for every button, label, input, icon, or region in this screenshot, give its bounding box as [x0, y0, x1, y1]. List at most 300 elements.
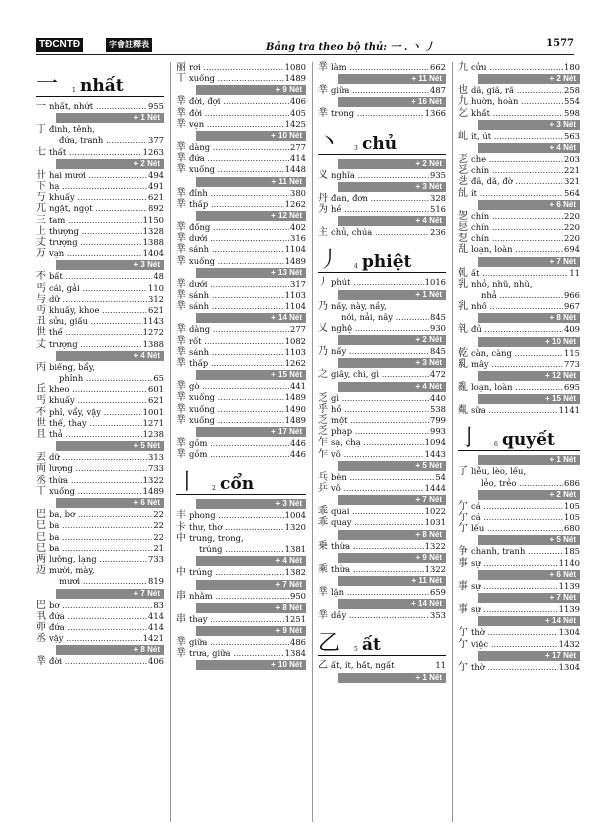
entry-page: 819: [148, 576, 164, 587]
index-entry: [36, 463, 164, 474]
entry-reading: thất .....: [49, 147, 142, 158]
index-entry: [36, 565, 164, 576]
entry-reading: thế, thay .....: [49, 418, 142, 429]
stroke-count-bar: + 11 Nét: [196, 177, 306, 187]
entry-reading: sữa .....: [471, 405, 558, 416]
entry-page: 966: [564, 290, 580, 301]
entry-reading: mười, mày,: [49, 565, 95, 576]
entry-page: 446: [290, 449, 306, 460]
entry-reading: việc .....: [471, 639, 558, 650]
index-entry: [318, 472, 446, 483]
entry-reading: ba .....: [49, 532, 152, 543]
entry-char: 丵: [176, 335, 186, 347]
index-entry: [36, 600, 164, 611]
index-entry: [318, 437, 446, 448]
stroke-count-bar: + 1 Nét: [478, 455, 580, 465]
entry-reading: dưới .....: [189, 279, 289, 290]
entry-char: [36, 373, 49, 384]
entry-page: 11: [569, 267, 580, 278]
entry-page: 1104: [284, 301, 306, 312]
entry-page: 598: [564, 107, 580, 118]
stroke-count-bar: + 3 Nét: [196, 499, 306, 509]
radical-heading: [458, 420, 580, 451]
index-entry: [36, 520, 164, 531]
index-entry: [458, 466, 580, 477]
entry-page: 440: [430, 392, 446, 403]
index-entry: [176, 279, 306, 290]
index-entry: [458, 348, 580, 359]
index-entry: [458, 108, 580, 119]
entry-page: 695: [564, 382, 580, 393]
entry-char: 丵: [176, 449, 186, 461]
entry-reading: trung, trong,: [189, 532, 244, 543]
entry-reading: thế .....: [49, 327, 142, 338]
index-entry: [36, 656, 164, 667]
index-entry: [36, 203, 164, 214]
entry-reading: ngật, ngọt .....: [49, 203, 147, 214]
entry-char: 乂: [318, 323, 328, 335]
index-entry: [36, 429, 164, 440]
entry-char: 丅: [36, 485, 46, 497]
entry-reading: ất, ít, hất, ngất: [331, 660, 395, 671]
entry-char: 丵: [176, 142, 186, 154]
entry-page: 1139: [558, 604, 580, 615]
entry-char: 乎: [318, 403, 328, 415]
entry-char: 丁: [36, 124, 46, 136]
radical-number: 3: [354, 144, 358, 152]
entry-reading: thừa .....: [331, 564, 424, 575]
entry-page: 967: [564, 301, 580, 312]
entry-page: 1384: [284, 648, 306, 659]
entry-char: 了: [458, 466, 468, 478]
entry-reading: thư, thơ .....: [189, 522, 284, 533]
entry-reading: chín .....: [471, 211, 563, 222]
entry-char: 丵: [176, 96, 186, 108]
stroke-count-bar: + 2 Nét: [338, 159, 446, 169]
entry-char: 巴: [36, 509, 46, 521]
entry-reading: quay .....: [331, 517, 424, 528]
entry-char: 丙: [36, 361, 46, 373]
index-entry: [458, 131, 580, 142]
entry-char: 事: [458, 604, 468, 616]
entry-page: 1382: [284, 567, 306, 578]
entry-page: 185: [564, 546, 580, 557]
entry-page: 1103: [284, 290, 306, 301]
entry-page: 236: [430, 227, 446, 238]
entry-char: 乢: [458, 130, 468, 142]
stroke-count-bar: + 9 Nét: [338, 553, 446, 563]
entry-char: 丵: [176, 198, 186, 210]
entry-page: 22: [153, 531, 164, 542]
entry-char: 丅: [176, 73, 186, 85]
entry-page: 328: [430, 192, 446, 203]
entry-char: 乏: [318, 415, 328, 427]
entry-page: 659: [430, 587, 446, 598]
entry-char: 丿: [318, 277, 328, 289]
entry-char: 事: [458, 557, 468, 569]
index-entry: [458, 233, 580, 244]
publisher-logo: TĐCNTĐ: [36, 38, 83, 52]
entry-char: 巳: [36, 542, 46, 554]
entry-page: 1262: [284, 198, 306, 209]
entry-reading: sánh .....: [189, 301, 284, 312]
index-entry: [176, 438, 306, 449]
radical-number: 4: [354, 263, 358, 271]
entry-page: 773: [564, 358, 580, 369]
index-entry: [458, 222, 580, 233]
index-entry: [36, 475, 164, 486]
entry-reading: lưỡng, lạng .....: [49, 554, 147, 565]
entry-reading: xuống .....: [49, 486, 142, 497]
index-entry: [176, 199, 306, 210]
entry-char: 为: [318, 204, 328, 216]
index-entry: [458, 301, 580, 312]
entry-page: 22: [153, 509, 164, 520]
entry-char: 乃: [318, 346, 328, 358]
stroke-count-bar: + 15 Nét: [478, 394, 580, 404]
index-entry: [36, 362, 164, 373]
stroke-count-bar: + 9 Nét: [196, 626, 306, 636]
stroke-count-bar: + 10 Nét: [196, 660, 306, 670]
index-entry: [36, 532, 164, 543]
entry-reading: chín .....: [471, 233, 563, 244]
entry-reading: đứa, tranh .....: [49, 135, 147, 146]
index-entry: [176, 567, 306, 578]
index-entry: [318, 204, 446, 215]
entry-reading: đống .....: [189, 222, 289, 233]
stroke-count-bar: + 11 Nét: [338, 74, 446, 84]
entry-char: 串: [176, 590, 186, 602]
stroke-count-bar: + 8 Nét: [478, 313, 580, 323]
entry-reading: biếng, bẩy,: [49, 361, 96, 372]
entry-reading: ít, út .....: [471, 131, 563, 142]
entry-page: 110: [148, 282, 164, 293]
entry-reading: xuống .....: [189, 256, 284, 267]
index-entry: [176, 164, 306, 175]
index-entry: [458, 558, 580, 569]
stroke-count-bar: + 4 Nét: [478, 143, 580, 153]
entry-char: 乭: [458, 233, 468, 245]
entry-page: 446: [290, 438, 306, 449]
entry-page: 621: [148, 305, 164, 316]
entry-reading: sánh .....: [189, 347, 284, 358]
entry-char: 丵: [176, 222, 186, 234]
stroke-count-bar: + 8 Nét: [196, 603, 306, 613]
entry-page: 1004: [284, 510, 306, 521]
entry-page: 930: [430, 323, 446, 334]
entry-page: 409: [564, 324, 580, 335]
index-entry: [458, 359, 580, 370]
index-entry: [176, 358, 306, 369]
entry-page: 621: [148, 395, 164, 406]
entry-continuation: [458, 478, 580, 489]
radical-name: nhất: [80, 76, 124, 96]
entry-reading: dàng .....: [189, 142, 289, 153]
entry-page: 11: [435, 660, 446, 671]
index-entry: [318, 610, 446, 621]
index-entry: [176, 233, 306, 244]
index-entry: [458, 165, 580, 176]
entry-char: 也: [458, 85, 468, 97]
entry-reading: đời .....: [49, 656, 147, 667]
entry-page: 377: [148, 135, 164, 146]
index-entry: [36, 237, 164, 248]
entry-reading: sự .....: [471, 604, 558, 615]
index-entry: [36, 622, 164, 633]
entry-page: 441: [290, 381, 306, 392]
entry-char: 主: [318, 227, 328, 239]
entry-continuation: [36, 373, 164, 384]
entry-reading: đỉnh .....: [189, 188, 289, 199]
entry-page: 221: [564, 165, 580, 176]
entry-char: 万: [36, 248, 46, 260]
entry-char: 上: [36, 225, 46, 237]
entry-char: 丵: [176, 381, 186, 393]
entry-reading: thấp .....: [189, 199, 284, 210]
entry-char: 丐: [36, 395, 46, 407]
entry-reading: nhô .....: [471, 301, 563, 312]
entry-reading: lẻo, trẻo .....: [471, 478, 563, 489]
entry-page: 220: [564, 233, 580, 244]
index-entry: [36, 633, 164, 644]
index-entry: [176, 153, 306, 164]
entry-page: [163, 124, 164, 135]
entry-reading: thượng .....: [49, 226, 142, 237]
index-entry: [458, 662, 580, 673]
entry-page: 1031: [424, 517, 446, 528]
entry-page: [579, 279, 580, 290]
entry-reading: đời, đợi .....: [189, 96, 289, 107]
entry-reading: đứa .....: [49, 611, 147, 622]
index-entry: [36, 384, 164, 395]
entry-reading: rốt .....: [189, 336, 284, 347]
stroke-count-bar: + 1 Nét: [56, 113, 164, 123]
entry-char: 乾: [458, 347, 468, 359]
entry-char: 乍: [318, 437, 328, 449]
entry-page: 1141: [558, 405, 580, 416]
index-entry: [318, 301, 446, 312]
stroke-count-bar: + 7 Nét: [478, 593, 580, 603]
entry-page: 1444: [424, 483, 446, 494]
index-entry: [318, 587, 446, 598]
entry-page: 180: [564, 62, 580, 72]
entry-char: 丵: [318, 610, 328, 622]
index-column-3: [318, 62, 446, 822]
entry-char: 丵: [36, 656, 46, 668]
index-entry: [458, 627, 580, 638]
entry-reading: hề .....: [331, 204, 429, 215]
entry-reading: đủ .....: [471, 324, 563, 335]
entry-reading: gồm .....: [189, 438, 289, 449]
entry-reading: nhỏ, nhũ, nhũ,: [471, 278, 533, 289]
entry-page: 662: [430, 62, 446, 72]
stroke-count-bar: + 3 Nét: [338, 182, 446, 192]
entry-char: 亇: [458, 661, 468, 673]
entry-page: 414: [148, 610, 164, 621]
entry-char: 丵: [176, 301, 186, 313]
stroke-count-bar: + 2 Nét: [478, 490, 580, 500]
stroke-count-bar: + 6 Nét: [478, 570, 580, 580]
entry-reading: gì .....: [331, 393, 429, 404]
entry-page: 1489: [284, 73, 306, 84]
entry-reading: càn, càng .....: [471, 348, 563, 359]
stroke-count-bar: + 8 Nét: [56, 645, 164, 655]
entry-reading: dã, giã, rã .....: [471, 85, 563, 96]
entry-page: 799: [430, 415, 446, 426]
entry-page: 1322: [424, 540, 446, 551]
entry-char: 丵: [176, 278, 186, 290]
entry-reading: giây, chi, gì .....: [331, 369, 429, 380]
index-entry: [36, 395, 164, 406]
index-entry: [36, 192, 164, 203]
entry-page: 277: [290, 324, 306, 335]
stroke-count-bar: + 7 Nét: [338, 495, 446, 505]
entry-reading: nghệ .....: [331, 323, 429, 334]
index-entry: [176, 256, 306, 267]
index-entry: [318, 170, 446, 181]
index-entry: [36, 124, 164, 135]
index-entry: [176, 244, 306, 255]
index-entry: [36, 554, 164, 565]
entry-reading: lặn .....: [331, 587, 429, 598]
entry-reading: bơ .....: [49, 600, 152, 611]
entry-char: 乹: [458, 267, 468, 279]
column-divider: [452, 62, 453, 822]
index-entry: [176, 188, 306, 199]
entry-char: 丞: [36, 633, 46, 645]
entry-char: 丵: [176, 324, 186, 336]
index-entry: [176, 336, 306, 347]
radical-name: quyết: [502, 430, 555, 451]
index-entry: [458, 501, 580, 512]
entry-page: 1322: [142, 474, 164, 485]
entry-reading: loạn, loàn .....: [471, 244, 563, 255]
entry-page: 1381: [284, 544, 306, 555]
entry-page: 1366: [424, 108, 446, 119]
entry-page: 1251: [284, 613, 306, 624]
stroke-count-bar: + 5 Nét: [338, 461, 446, 471]
index-entry: [176, 301, 306, 312]
entry-page: 115: [564, 347, 580, 358]
radical-char: 丿: [318, 248, 341, 274]
index-entry: [176, 614, 306, 625]
entry-char: 丈: [36, 237, 46, 249]
entry-reading: dữ .....: [49, 294, 147, 305]
entry-page: 405: [290, 107, 306, 118]
entry-page: 1143: [142, 316, 164, 327]
entry-reading: nghĩa .....: [331, 170, 429, 181]
entry-char: 世: [36, 327, 46, 339]
entry-reading: phút .....: [331, 277, 424, 288]
radical-name: phiệt: [362, 252, 412, 273]
entry-page: [305, 533, 306, 544]
entry-reading: đã, dã, đờ .....: [471, 176, 563, 187]
index-entry: [318, 506, 446, 517]
entry-page: 1103: [284, 346, 306, 357]
entry-reading: vậy .....: [49, 633, 142, 644]
entry-page: 1272: [142, 327, 164, 338]
index-entry: [458, 154, 580, 165]
page-number: 1577: [546, 38, 574, 49]
entry-reading: ít .....: [471, 188, 563, 199]
index-entry: [36, 327, 164, 338]
stroke-count-bar: + 17 Nét: [478, 651, 580, 661]
entry-char: 丈: [36, 338, 46, 350]
index-entry: [36, 509, 164, 520]
entry-page: 1425: [284, 118, 306, 129]
entry-char: 巳: [36, 520, 46, 532]
entry-char: 巳: [36, 531, 46, 543]
entry-page: 1104: [284, 244, 306, 255]
index-entry: [36, 294, 164, 305]
entry-reading: hạ .....: [49, 181, 147, 192]
entry-page: 1322: [424, 563, 446, 574]
entry-char: 亇: [458, 638, 468, 650]
stroke-count-bar: + 2 Nét: [478, 74, 580, 84]
index-entry: [318, 426, 446, 437]
stroke-count-bar: + 5 Nét: [56, 441, 164, 451]
entry-reading: phong .....: [189, 510, 284, 521]
entry-page: 494: [148, 169, 164, 180]
entry-reading: bất .....: [49, 271, 152, 282]
entry-page: 538: [430, 403, 446, 414]
index-entry: [458, 244, 580, 255]
entry-char: 亇: [458, 523, 468, 535]
entry-page: 564: [564, 187, 580, 198]
index-entry: [36, 283, 164, 294]
entry-page: 1489: [284, 392, 306, 403]
stroke-count-bar: + 2 Nét: [56, 159, 164, 169]
entry-page: 220: [564, 222, 580, 233]
index-entry: [318, 660, 446, 671]
entry-char: 丵: [176, 403, 186, 415]
entry-reading: gồm .....: [189, 449, 289, 460]
entry-page: 312: [148, 293, 164, 304]
entry-reading: nấy .....: [331, 346, 429, 357]
stroke-count-bar: + 6 Nét: [478, 200, 580, 210]
entry-continuation: [318, 312, 446, 323]
entry-char: 丵: [176, 414, 186, 426]
entry-reading: rơi .....: [189, 62, 284, 73]
stroke-count-bar: + 17 Nét: [196, 427, 306, 437]
entry-reading: đứa .....: [49, 622, 147, 633]
radical-name: ất: [362, 635, 381, 656]
entry-char: 丣: [36, 621, 46, 633]
entry-char: 下: [36, 181, 46, 193]
entry-char: 丑: [36, 316, 46, 328]
entry-reading: trong .....: [331, 108, 424, 119]
entry-char: 丟: [36, 452, 46, 464]
radical-char: 丶: [318, 129, 341, 155]
entry-reading: dữ .....: [49, 452, 147, 463]
entry-char: 卄: [36, 169, 46, 181]
entry-page: 1443: [424, 448, 446, 459]
entry-char: 丵: [176, 153, 186, 165]
entry-reading: đinh, tênh,: [49, 124, 95, 135]
entry-page: [579, 466, 580, 477]
entry-char: 一: [36, 101, 46, 112]
index-entry: [176, 648, 306, 659]
entry-reading: vẹn .....: [189, 119, 284, 130]
entry-char: 乒: [318, 483, 328, 495]
index-column-4: [458, 62, 580, 822]
entry-reading: sánh .....: [189, 244, 284, 255]
stroke-count-bar: + 14 Nét: [478, 616, 580, 626]
entry-page: 54: [435, 471, 446, 482]
index-entry: [318, 449, 446, 460]
entry-page: 1140: [558, 557, 580, 568]
index-entry: [458, 523, 580, 534]
